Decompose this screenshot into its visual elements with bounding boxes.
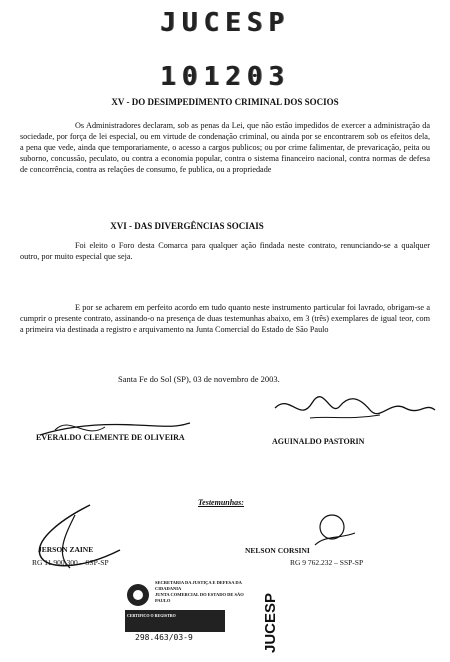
coat-of-arms-icon xyxy=(125,582,151,608)
closing-text: E por se acharem em perfeito acordo em tudo quanto neste instrumento particular foi lavrado, obrigam-se a cumprir o presente contrato, assinando-o na presença de duas testemunhas abaixo, em 3 (três) exemplares de igual teor, com a primeira via destinada a registro e arquivamento na Junta Comercial do Estado de São Paulo xyxy=(20,303,430,334)
registry-line-3: CERTIFICO O REGISTRO xyxy=(127,613,176,618)
section-xv-title: XV - DO DESIMPEDIMENTO CRIMINAL DOS SOCIOS xyxy=(111,97,339,107)
closing-paragraph xyxy=(20,302,430,335)
witnesses-label: Testemunhas: xyxy=(198,498,244,507)
section-xvi-body xyxy=(20,240,430,262)
jucesp-stamp-number: 101203 xyxy=(160,62,290,92)
signatory-left-name: EVERALDO CLEMENTE DE OLIVEIRA xyxy=(36,433,185,442)
witness-1-rg: RG 11.900.300 – SSP-SP xyxy=(32,558,109,567)
registry-stamp xyxy=(125,580,265,650)
signature-nelson xyxy=(300,505,370,555)
section-xvi-text: Foi eleito o Foro desta Comarca para qualquer ação findada neste contrato, renunciando-se a qualquer outro, por muito especial que seja. xyxy=(20,241,430,261)
section-xv-body xyxy=(20,120,430,175)
section-xv-text: Os Administradores declaram, sob as penas da Lei, que não estão impedidos de exercer a administração da sociedade, por força de lei especial, ou em virtude de condenação criminal, ou ainda por se encontrarem sob os efeitos dela, a pena que vede, ainda que temporariamente, o acesso a cargos publicos; ou por crime falimentar, de prevaricação, peita ou suborno, concussão, peculato, ou contra a economia popular, contra o sistema financeiro nacional, contra normas de defesa de concorrência, contra as relações de consumo, fe publica, ou a propriedade xyxy=(20,121,430,174)
place-date: Santa Fe do Sol (SP), 03 de novembro de 2003. xyxy=(118,374,280,384)
registry-line-1: SECRETARIA DA JUSTIÇA E DEFESA DA CIDADANIA xyxy=(155,580,242,591)
registry-line-2: JUNTA COMERCIAL DO ESTADO DE SÃO PAULO xyxy=(155,592,244,603)
section-xvi-title: XVI - DAS DIVERGÊNCIAS SOCIAIS xyxy=(110,221,264,231)
vertical-jucesp-text: JUCESP xyxy=(262,592,279,653)
signature-aguinaldo xyxy=(270,388,440,428)
witness-2-rg: RG 9 762.232 – SSP-SP xyxy=(290,558,364,567)
signatory-right-name: AGUINALDO PASTORIN xyxy=(272,437,365,446)
witness-1-name: JERSON ZAINE xyxy=(38,545,94,554)
registry-number: 298.463/03-9 xyxy=(135,633,193,642)
vertical-jucesp xyxy=(262,575,278,655)
jucesp-stamp-title: JUCESP xyxy=(160,8,290,38)
witness-2-name: NELSON CORSINI xyxy=(245,546,310,555)
